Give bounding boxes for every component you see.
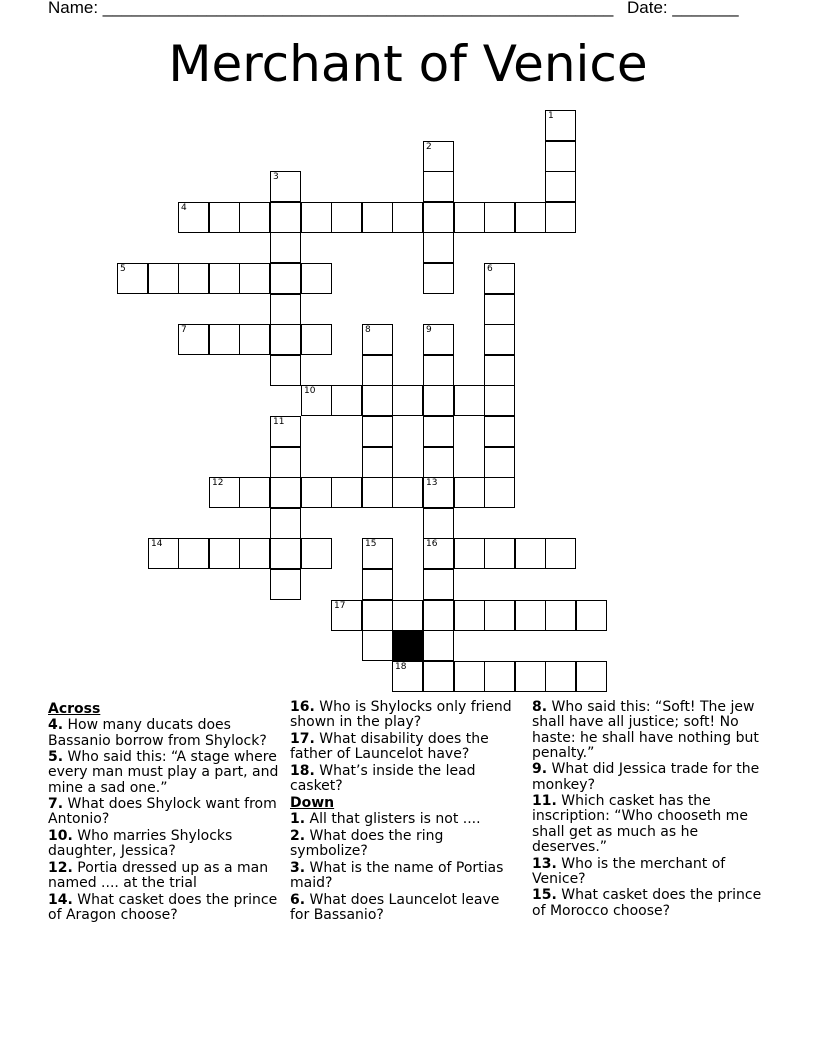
- clue-number: 1.: [290, 811, 306, 828]
- crossword-cell[interactable]: [331, 385, 362, 416]
- crossword-cell[interactable]: [454, 538, 485, 569]
- clue-across-7: [48, 797, 280, 828]
- down-heading: Down: [290, 795, 335, 812]
- crossword-cell[interactable]: [423, 263, 454, 294]
- clue-text: What casket does the prince of Morocco choose?: [532, 887, 762, 919]
- crossword-cell[interactable]: [209, 263, 240, 294]
- clue-number: 3.: [290, 859, 306, 876]
- across-heading: Across: [48, 701, 101, 717]
- cell-number: 13: [426, 478, 438, 488]
- crossword-cell[interactable]: [454, 600, 485, 631]
- crossword-cell[interactable]: [515, 202, 546, 233]
- crossword-cell[interactable]: [576, 661, 607, 692]
- clue-number: 18.: [290, 762, 315, 779]
- clue-across-5: [48, 750, 280, 796]
- crossword-cell[interactable]: [270, 569, 301, 600]
- clue-across-4: [48, 718, 280, 749]
- clue-number: 15.: [532, 887, 557, 904]
- crossword-cell[interactable]: [423, 232, 454, 263]
- crossword-cell[interactable]: [484, 385, 515, 416]
- crossword-cell[interactable]: [239, 202, 270, 233]
- crossword-cell[interactable]: [239, 477, 270, 508]
- cell-number: 10: [304, 386, 316, 396]
- clue-number: 4.: [48, 717, 64, 734]
- crossword-cell[interactable]: [454, 202, 485, 233]
- crossword-cell[interactable]: [270, 232, 301, 263]
- clue-number: 13.: [532, 855, 557, 872]
- clue-down-15: [532, 888, 772, 919]
- crossword-cell[interactable]: [209, 477, 240, 508]
- crossword-black-cell: [392, 630, 423, 661]
- cell-number: 15: [365, 539, 377, 549]
- clue-down-9: [532, 762, 772, 793]
- name-field-label: Name: ______________________________________________________: [48, 0, 614, 17]
- crossword-cell[interactable]: [484, 263, 515, 294]
- crossword-cell[interactable]: [484, 416, 515, 447]
- crossword-cell[interactable]: [362, 477, 393, 508]
- crossword-cell[interactable]: [484, 202, 515, 233]
- date-field-label: Date: _______: [627, 0, 739, 17]
- clue-text: Who marries Shylocks daughter, Jessica?: [48, 827, 233, 860]
- cell-number: 3: [273, 172, 279, 182]
- crossword-cell[interactable]: [423, 630, 454, 661]
- crossword-cell[interactable]: [484, 600, 515, 631]
- crossword-cell[interactable]: [423, 385, 454, 416]
- crossword-cell[interactable]: [392, 385, 423, 416]
- crossword-cell[interactable]: [423, 416, 454, 447]
- crossword-cell[interactable]: [423, 477, 454, 508]
- clue-number: 8.: [532, 699, 548, 715]
- clue-number: 11.: [532, 793, 557, 810]
- crossword-cell[interactable]: [362, 324, 393, 355]
- crossword-cell[interactable]: [454, 661, 485, 692]
- clues-column-1: [48, 700, 280, 924]
- crossword-cell[interactable]: [423, 202, 454, 233]
- cell-number: 8: [365, 325, 371, 335]
- crossword-cell[interactable]: [270, 538, 301, 569]
- clue-text: Who said this: “A stage where every man must play a part, and mine a sad one.”: [48, 749, 279, 796]
- crossword-cell[interactable]: [362, 202, 393, 233]
- crossword-cell[interactable]: [484, 477, 515, 508]
- clue-number: 16.: [290, 699, 315, 715]
- clue-number: 10.: [48, 827, 73, 844]
- crossword-cell[interactable]: [484, 324, 515, 355]
- crossword-cell[interactable]: [484, 355, 515, 386]
- crossword-cell[interactable]: [545, 171, 576, 202]
- clues-column-3: [532, 700, 772, 920]
- crossword-cell[interactable]: [270, 416, 301, 447]
- clue-number: 6.: [290, 891, 306, 908]
- crossword-cell[interactable]: [362, 416, 393, 447]
- crossword-cell[interactable]: [423, 447, 454, 478]
- clue-down-11: [532, 794, 772, 855]
- crossword-cell[interactable]: [362, 385, 393, 416]
- crossword-cell[interactable]: [362, 569, 393, 600]
- clue-text: How many ducats does Bassanio borrow from Shylock?: [48, 717, 267, 749]
- crossword-cell[interactable]: [392, 477, 423, 508]
- cell-number: 2: [426, 142, 432, 152]
- crossword-cell[interactable]: [423, 141, 454, 172]
- clue-down-8: [532, 700, 772, 761]
- clue-across-12: [48, 861, 280, 892]
- cell-number: 5: [120, 264, 126, 274]
- clue-text: Which casket has the inscription: “Who chooseth me shall get as much as he deserves.”: [532, 793, 748, 856]
- crossword-cell[interactable]: [423, 508, 454, 539]
- crossword-cell[interactable]: [392, 600, 423, 631]
- clue-text: What did Jessica trade for the monkey?: [532, 761, 760, 793]
- cell-number: 11: [273, 417, 285, 427]
- crossword-cell[interactable]: [209, 324, 240, 355]
- crossword-cell[interactable]: [117, 263, 148, 294]
- cell-number: 17: [334, 601, 346, 611]
- clue-number: 17.: [290, 730, 315, 747]
- clue-text: Who said this: “Soft! The jew shall have all justice; soft! No haste: he shall have nothing but penalty.”: [532, 699, 759, 761]
- crossword-cell[interactable]: [301, 385, 332, 416]
- crossword-cell[interactable]: [362, 538, 393, 569]
- crossword-cell[interactable]: [423, 171, 454, 202]
- cell-number: 12: [212, 478, 224, 488]
- clue-text: What casket does the prince of Aragon choose?: [48, 891, 278, 923]
- crossword-cell[interactable]: [576, 600, 607, 631]
- crossword-cell[interactable]: [515, 661, 546, 692]
- clue-across-16: [290, 700, 522, 731]
- crossword-cell[interactable]: [454, 477, 485, 508]
- crossword-cell[interactable]: [545, 600, 576, 631]
- crossword-cell[interactable]: [301, 202, 332, 233]
- clue-text: Who is the merchant of Venice?: [532, 855, 726, 887]
- crossword-cell[interactable]: [239, 538, 270, 569]
- crossword-cell[interactable]: [148, 538, 179, 569]
- crossword-cell[interactable]: [423, 661, 454, 692]
- cell-number: 18: [395, 662, 407, 672]
- clues-column-2: [290, 700, 522, 924]
- clue-number: 2.: [290, 827, 306, 844]
- crossword-cell[interactable]: [392, 202, 423, 233]
- clue-down-6: [290, 893, 522, 924]
- cell-number: 4: [181, 203, 187, 213]
- cell-number: 9: [426, 325, 432, 335]
- clue-text: What does Launcelot leave for Bassanio?: [290, 891, 500, 923]
- crossword-cell[interactable]: [178, 538, 209, 569]
- crossword-cell[interactable]: [545, 202, 576, 233]
- clue-down-13: [532, 857, 772, 888]
- crossword-cell[interactable]: [270, 324, 301, 355]
- crossword-cell[interactable]: [301, 263, 332, 294]
- crossword-cell[interactable]: [362, 447, 393, 478]
- crossword-cell[interactable]: [423, 538, 454, 569]
- cell-number: 14: [151, 539, 163, 549]
- crossword-cell[interactable]: [270, 355, 301, 386]
- crossword-cell[interactable]: [270, 263, 301, 294]
- clue-text: Who is Shylocks only friend shown in the play?: [290, 699, 512, 731]
- crossword-cell[interactable]: [362, 355, 393, 386]
- cell-number: 1: [548, 111, 554, 121]
- crossword-cell[interactable]: [423, 324, 454, 355]
- crossword-cell[interactable]: [331, 477, 362, 508]
- clue-text: What does the ring symbolize?: [290, 827, 444, 860]
- clue-across-10: [48, 829, 280, 860]
- clue-down-2: [290, 829, 522, 860]
- clue-text: Portia dressed up as a man named .... at the trial: [48, 859, 269, 892]
- crossword-cell[interactable]: [301, 538, 332, 569]
- crossword-cell[interactable]: [454, 385, 485, 416]
- crossword-cell[interactable]: [392, 661, 423, 692]
- crossword-cell[interactable]: [484, 447, 515, 478]
- crossword-cell[interactable]: [484, 661, 515, 692]
- crossword-cell[interactable]: [209, 538, 240, 569]
- crossword-cell[interactable]: [331, 202, 362, 233]
- clue-across-18: [290, 764, 522, 795]
- clue-text: All that glisters is not ....: [309, 811, 481, 828]
- cell-number: 6: [487, 264, 493, 274]
- crossword-cell[interactable]: [545, 661, 576, 692]
- crossword-cell[interactable]: [270, 508, 301, 539]
- clue-number: 7.: [48, 796, 64, 813]
- clue-text: What disability does the father of Launcelot have?: [290, 730, 489, 763]
- crossword-cell[interactable]: [423, 355, 454, 386]
- crossword-cell[interactable]: [362, 600, 393, 631]
- clue-text: What’s inside the lead casket?: [290, 762, 476, 794]
- cell-number: 7: [181, 325, 187, 335]
- clue-number: 14.: [48, 891, 73, 908]
- clue-across-14: [48, 893, 280, 924]
- crossword-cell[interactable]: [178, 263, 209, 294]
- clue-text: What does Shylock want from Antonio?: [48, 796, 277, 828]
- crossword-cell[interactable]: [545, 538, 576, 569]
- crossword-cell[interactable]: [331, 600, 362, 631]
- clue-number: 9.: [532, 761, 548, 778]
- crossword-cell[interactable]: [209, 202, 240, 233]
- crossword-cell[interactable]: [148, 263, 179, 294]
- crossword-cell[interactable]: [515, 600, 546, 631]
- page-title: Merchant of Venice: [168, 35, 648, 93]
- clue-across-17: [290, 732, 522, 763]
- crossword-cell[interactable]: [270, 447, 301, 478]
- clue-text: What is the name of Portias maid?: [290, 859, 504, 892]
- clue-down-1: [290, 812, 522, 827]
- crossword-cell[interactable]: [270, 294, 301, 325]
- cell-number: 16: [426, 539, 438, 549]
- crossword-cell[interactable]: [545, 110, 576, 141]
- crossword-cell[interactable]: [239, 324, 270, 355]
- crossword-cell[interactable]: [178, 324, 209, 355]
- crossword-cell[interactable]: [362, 630, 393, 661]
- crossword-cell[interactable]: [270, 477, 301, 508]
- crossword-cell[interactable]: [178, 202, 209, 233]
- crossword-cell[interactable]: [423, 600, 454, 631]
- crossword-cell[interactable]: [270, 202, 301, 233]
- crossword-cell[interactable]: [239, 263, 270, 294]
- crossword-cell[interactable]: [270, 171, 301, 202]
- crossword-cell[interactable]: [423, 569, 454, 600]
- crossword-cell[interactable]: [484, 294, 515, 325]
- clue-number: 12.: [48, 859, 73, 876]
- crossword-cell[interactable]: [301, 477, 332, 508]
- clue-down-3: [290, 861, 522, 892]
- crossword-cell[interactable]: [545, 141, 576, 172]
- crossword-cell[interactable]: [301, 324, 332, 355]
- clue-number: 5.: [48, 749, 64, 766]
- crossword-cell[interactable]: [484, 538, 515, 569]
- crossword-cell[interactable]: [515, 538, 546, 569]
